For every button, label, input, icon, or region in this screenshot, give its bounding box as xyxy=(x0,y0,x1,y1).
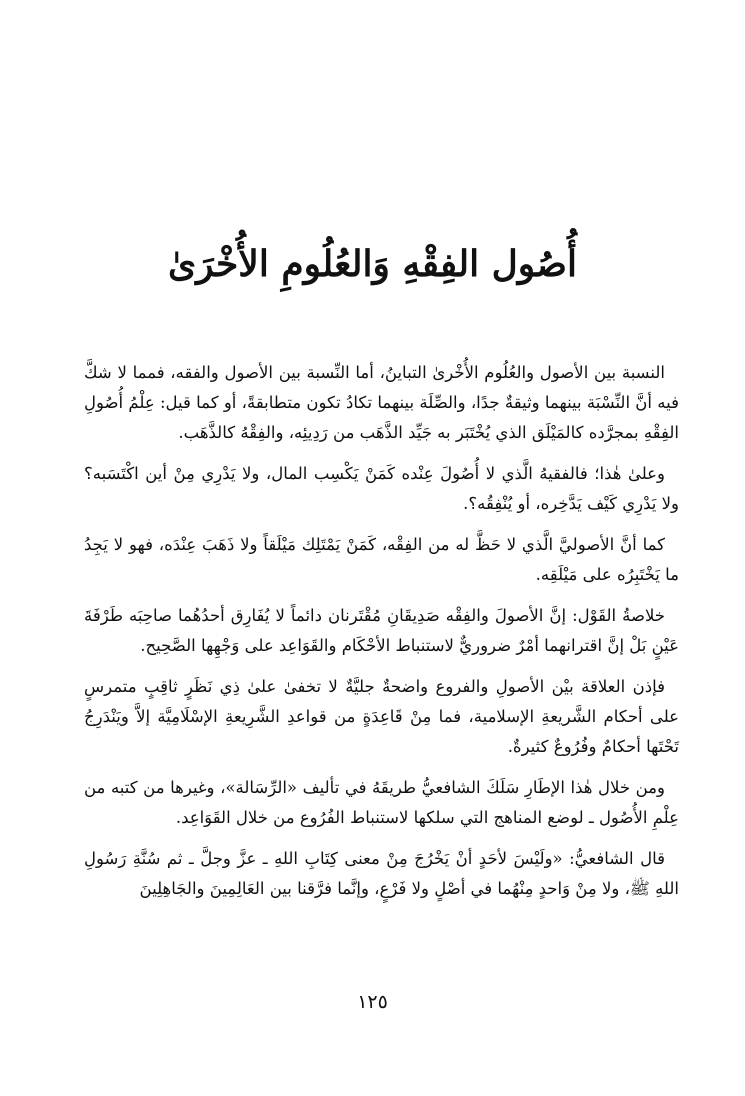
paragraph: النسبة بين الأصول والعُلُوم الأُخْرىٰ التباينُ، أما النِّسبة بين الأصول والفقه، فمما لا شكَّ فيه أنَّ النِّسْبَة بينهما وثيقةٌ جدًا، والصِّلَة بينهما تكادُ تكون متطابقةً، أو كما قيل: عِلْمُ أُصُولِ الفِقْهِ بمجرَّده كالمَيْلَق الذي يُخْتَبَر به جَيِّد الذَّهَب من رَدِيئِه، والفِقْهُ كالذَّهَب. xyxy=(84,363,679,442)
page-number: ١٢٥ xyxy=(357,991,388,1013)
paragraph: فإذن العلاقة بيْن الأصولِ والفروع واضحةٌ جليَّةٌ لا تخفىٰ علىٰ ذِي نَظَرٍ ثاقِبٍ متمرسٍ على أحكام الشَّريعةِ الإسلامية، فما مِنْ قَاعِدَةٍ من قواعدِ الشَّرِيعةِ الإسْلَامِيَّة إلاَّ ويَنْدَرِجُ تَحْتَها أحكامٌ وفُرُوعٌ كثيرةٌ. xyxy=(84,677,679,756)
paragraph: خلاصةُ القَوْل: إنَّ الأصولَ والفِقْه صَدِيقَانِ مُقْتَرنان دائماً لا يُفَارِق أحدُهُما صاحِبَه طَرْفَةَ عَيْنٍ بَلْ إنَّ اقترانهما أمْرٌ ضروريٌّ لاستنباط الأحْكَام والقَوَاعِد على وَجْهِها الصَّحِيح. xyxy=(84,606,679,655)
paragraph: كما أنَّ الأصوليَّ الَّذي لا حَظَّ له من الفِقْه، كَمَنْ يَمْتَلِك مَيْلَقاً ولا ذَهَبَ عِنْدَه، فهو لا يَجِدُ ما يَخْتَبِرُه على مَيْلَقِه. xyxy=(84,535,679,584)
paragraph: وعلىٰ هٰذا؛ فالفقيهُ الَّذي لا أُصُولَ عِنْده كَمَنْ يَكْسِب المال، ولا يَدْرِي مِنْ أين اكْتَسَبه؟ ولا يَدْرِي كَيْف يَدَّخِره، أو يُنْفِقُه؟. xyxy=(84,464,679,513)
paragraph: قال الشافعيُّ: «ولَيْسَ لأحَدٍ أنْ يَخْرُجَ مِنْ معنى كِتَابِ اللهِ ـ عزَّ وجلَّ ـ ثم سُنَّةِ رَسُولِ اللهِ ﷺ، ولا مِنْ وَاحدٍ مِنْهُما في أصْلٍ ولا فَرْعٍ، وإنَّما فرَّقنا بين العَالِمِينَ والجَاهِلِينَ xyxy=(84,849,679,898)
paragraph: ومن خلال هٰذا الإطَارِ سَلَكَ الشافعيُّ طريقَهُ في تأليف «الرِّسَالة»، وغيرها من كتبه من عِلْمِ الأُصُول ـ لوضع المناهج التي سلكها لاستنباط الفُرُوع من خلال القَوَاعِد. xyxy=(84,778,679,827)
page-body xyxy=(84,358,679,915)
chapter-title: أُصُول الفِقْهِ وَالعُلُومِ الأُخْرَىٰ xyxy=(168,243,577,286)
